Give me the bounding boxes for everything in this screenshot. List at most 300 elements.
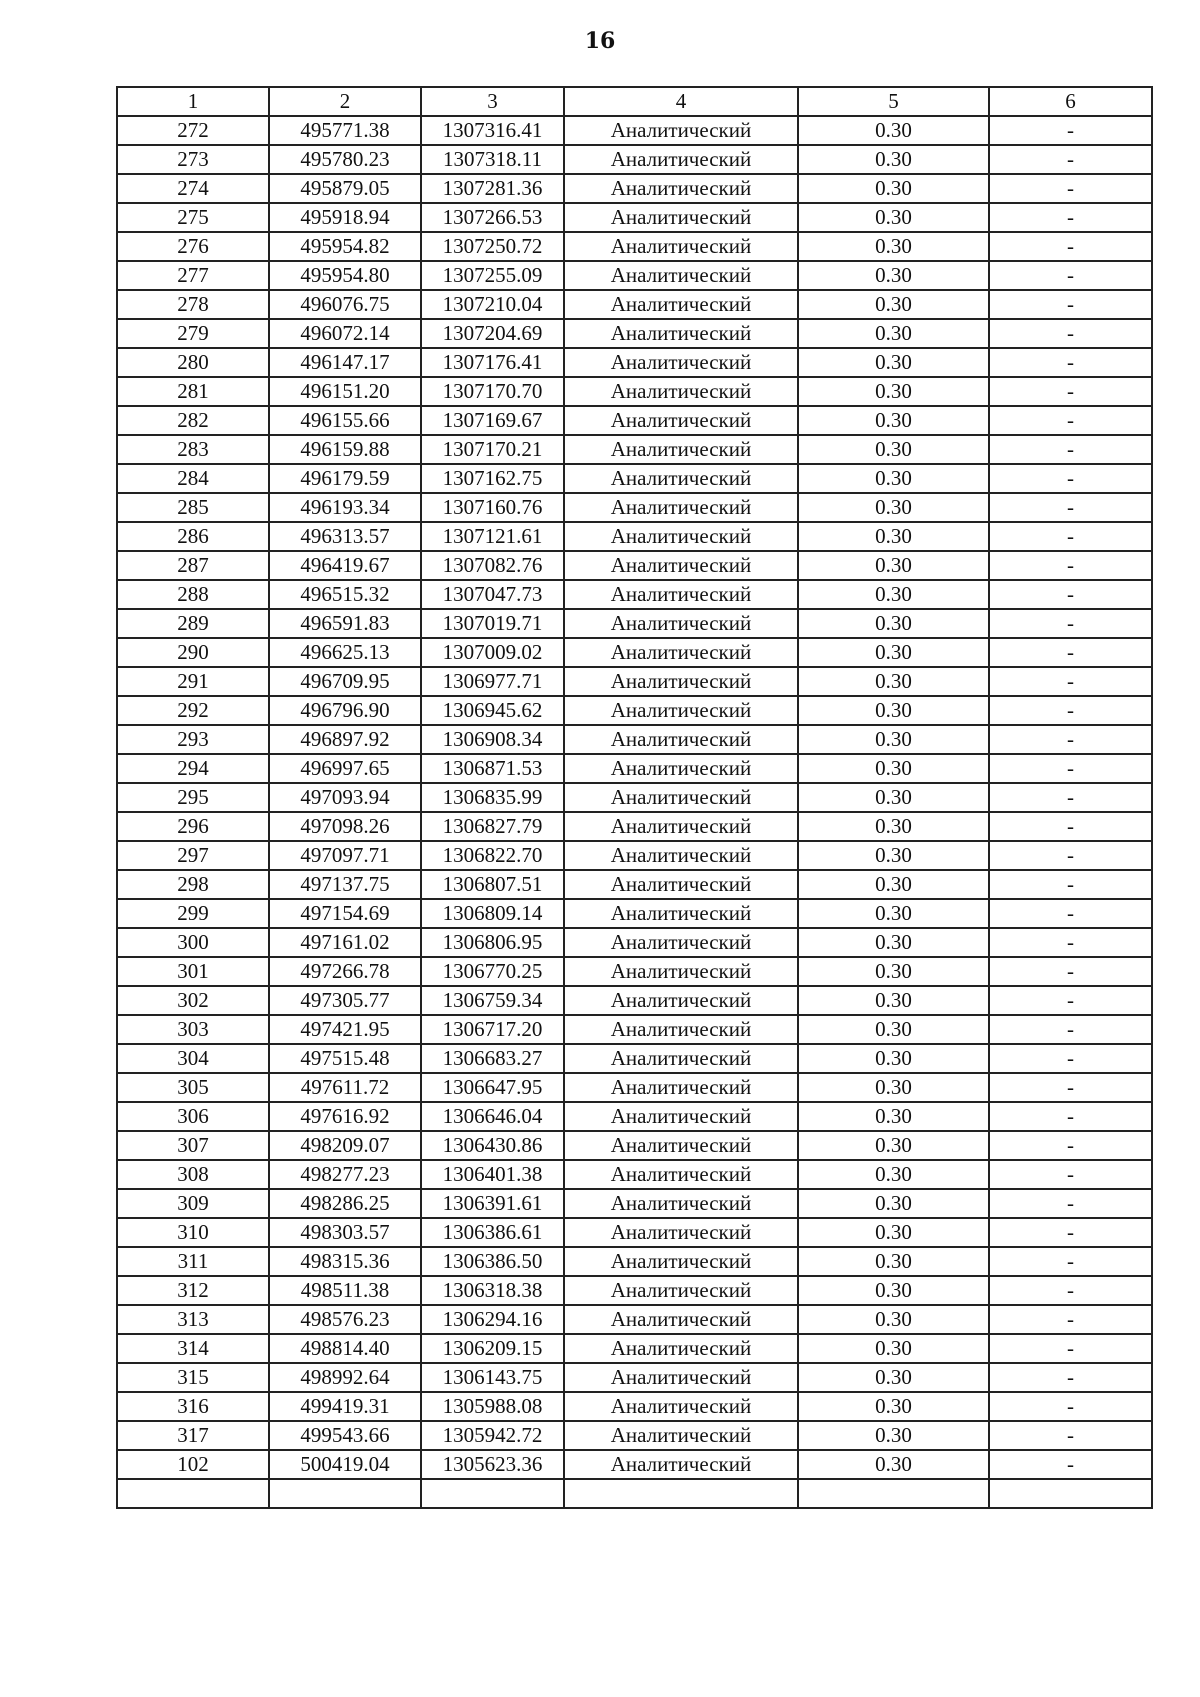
- table-body: [117, 116, 1152, 1508]
- table-cell: 287: [117, 551, 269, 580]
- table-cell: -: [989, 551, 1152, 580]
- table-cell: 1306717.20: [421, 1015, 564, 1044]
- table-cell: 496709.95: [269, 667, 421, 696]
- table-cell: 1306770.25: [421, 957, 564, 986]
- table-cell: 496193.34: [269, 493, 421, 522]
- table-cell: Аналитический: [564, 1392, 798, 1421]
- table-cell: 0.30: [798, 928, 989, 957]
- table-cell: 1307281.36: [421, 174, 564, 203]
- table-cell: Аналитический: [564, 1073, 798, 1102]
- table-cell: 1305623.36: [421, 1450, 564, 1479]
- table-cell: 304: [117, 1044, 269, 1073]
- table-cell: [798, 1479, 989, 1508]
- table-cell: 0.30: [798, 435, 989, 464]
- table-cell: 495771.38: [269, 116, 421, 145]
- coordinates-table: [116, 86, 1153, 1509]
- table-cell: -: [989, 406, 1152, 435]
- table-row: [117, 754, 1152, 783]
- table-cell: -: [989, 841, 1152, 870]
- table-cell: -: [989, 1160, 1152, 1189]
- table-cell: 1307318.11: [421, 145, 564, 174]
- table-cell: 299: [117, 899, 269, 928]
- table-cell: -: [989, 957, 1152, 986]
- table-row: [117, 493, 1152, 522]
- table-cell: 278: [117, 290, 269, 319]
- table-cell: 290: [117, 638, 269, 667]
- table-cell: 0.30: [798, 1363, 989, 1392]
- table-cell: Аналитический: [564, 1363, 798, 1392]
- table-cell: 0.30: [798, 986, 989, 1015]
- table-cell: 0.30: [798, 725, 989, 754]
- table-cell: -: [989, 638, 1152, 667]
- table-cell: 0.30: [798, 232, 989, 261]
- table-cell: -: [989, 232, 1152, 261]
- table-row: [117, 1305, 1152, 1334]
- table-row: [117, 1334, 1152, 1363]
- table-cell: 303: [117, 1015, 269, 1044]
- table-cell: 496419.67: [269, 551, 421, 580]
- table-cell: 1306806.95: [421, 928, 564, 957]
- table-cell: 0.30: [798, 667, 989, 696]
- table-cell: 497266.78: [269, 957, 421, 986]
- table-cell: 317: [117, 1421, 269, 1450]
- table-cell: Аналитический: [564, 290, 798, 319]
- table-cell: 0.30: [798, 899, 989, 928]
- table-cell: 0.30: [798, 1276, 989, 1305]
- table-cell: 1307169.67: [421, 406, 564, 435]
- table-cell: Аналитический: [564, 580, 798, 609]
- table-row: [117, 1044, 1152, 1073]
- table-cell: 0.30: [798, 1044, 989, 1073]
- table-cell: 1306391.61: [421, 1189, 564, 1218]
- table-cell: 1307176.41: [421, 348, 564, 377]
- table-cell: 1306945.62: [421, 696, 564, 725]
- table-cell: 314: [117, 1334, 269, 1363]
- table-cell: Аналитический: [564, 145, 798, 174]
- table-cell: 0.30: [798, 261, 989, 290]
- table-cell: Аналитический: [564, 1305, 798, 1334]
- table-cell: 495954.82: [269, 232, 421, 261]
- table-cell: Аналитический: [564, 1131, 798, 1160]
- table-cell: 285: [117, 493, 269, 522]
- table-cell: -: [989, 1276, 1152, 1305]
- table-row: [117, 1276, 1152, 1305]
- table-cell: 312: [117, 1276, 269, 1305]
- table-cell: 497305.77: [269, 986, 421, 1015]
- table-cell: 495954.80: [269, 261, 421, 290]
- table-row: [117, 1479, 1152, 1508]
- table-cell: [421, 1479, 564, 1508]
- table-cell: 0.30: [798, 1189, 989, 1218]
- table-cell: 298: [117, 870, 269, 899]
- table-cell: 498209.07: [269, 1131, 421, 1160]
- table-cell: 0.30: [798, 696, 989, 725]
- table-row: [117, 725, 1152, 754]
- table-row: [117, 986, 1152, 1015]
- column-header: 1: [117, 87, 269, 116]
- table-cell: 0.30: [798, 957, 989, 986]
- column-header: 6: [989, 87, 1152, 116]
- column-header: 4: [564, 87, 798, 116]
- table-cell: 0.30: [798, 1131, 989, 1160]
- table-row: [117, 1131, 1152, 1160]
- table-cell: 284: [117, 464, 269, 493]
- table-cell: 498277.23: [269, 1160, 421, 1189]
- table-row: [117, 928, 1152, 957]
- table-cell: -: [989, 1363, 1152, 1392]
- table-cell: -: [989, 1218, 1152, 1247]
- table-row: [117, 1421, 1152, 1450]
- table-row: [117, 377, 1152, 406]
- table-cell: 0.30: [798, 1305, 989, 1334]
- table-cell: -: [989, 609, 1152, 638]
- table-cell: Аналитический: [564, 1044, 798, 1073]
- table-cell: 498303.57: [269, 1218, 421, 1247]
- table-cell: 496072.14: [269, 319, 421, 348]
- table-cell: -: [989, 696, 1152, 725]
- column-header: 5: [798, 87, 989, 116]
- table-cell: 496625.13: [269, 638, 421, 667]
- table-cell: -: [989, 1044, 1152, 1073]
- table-cell: 291: [117, 667, 269, 696]
- table-cell: Аналитический: [564, 493, 798, 522]
- table-cell: 1306143.75: [421, 1363, 564, 1392]
- table-cell: 310: [117, 1218, 269, 1247]
- table-cell: 0.30: [798, 348, 989, 377]
- table-cell: [564, 1479, 798, 1508]
- table-cell: Аналитический: [564, 464, 798, 493]
- table-cell: 496313.57: [269, 522, 421, 551]
- table-cell: Аналитический: [564, 754, 798, 783]
- table-cell: -: [989, 580, 1152, 609]
- table-cell: 1306294.16: [421, 1305, 564, 1334]
- table-cell: -: [989, 725, 1152, 754]
- table-row: [117, 319, 1152, 348]
- table-cell: 1307082.76: [421, 551, 564, 580]
- table-cell: 1307121.61: [421, 522, 564, 551]
- table-row: [117, 870, 1152, 899]
- table-cell: 305: [117, 1073, 269, 1102]
- table-cell: -: [989, 290, 1152, 319]
- page-number: 16: [584, 28, 616, 54]
- table-cell: 1307162.75: [421, 464, 564, 493]
- table-cell: 279: [117, 319, 269, 348]
- table-cell: 280: [117, 348, 269, 377]
- table-cell: 0.30: [798, 116, 989, 145]
- table-cell: 0.30: [798, 638, 989, 667]
- table-cell: Аналитический: [564, 609, 798, 638]
- table-cell: Аналитический: [564, 203, 798, 232]
- table-cell: 497098.26: [269, 812, 421, 841]
- table-cell: 0.30: [798, 1450, 989, 1479]
- table-cell: -: [989, 928, 1152, 957]
- table-header-row: [117, 87, 1152, 116]
- table-cell: -: [989, 493, 1152, 522]
- table-cell: Аналитический: [564, 1218, 798, 1247]
- table-cell: 286: [117, 522, 269, 551]
- table-cell: -: [989, 435, 1152, 464]
- table-row: [117, 145, 1152, 174]
- table-cell: Аналитический: [564, 1450, 798, 1479]
- table-row: [117, 957, 1152, 986]
- table-cell: -: [989, 377, 1152, 406]
- table-cell: 1307160.76: [421, 493, 564, 522]
- table-row: [117, 1102, 1152, 1131]
- table-cell: 1306809.14: [421, 899, 564, 928]
- table-cell: 272: [117, 116, 269, 145]
- table-cell: Аналитический: [564, 957, 798, 986]
- table-cell: 496147.17: [269, 348, 421, 377]
- table-cell: 0.30: [798, 870, 989, 899]
- table-cell: 289: [117, 609, 269, 638]
- table-row: [117, 1189, 1152, 1218]
- table-cell: 496796.90: [269, 696, 421, 725]
- table-cell: 277: [117, 261, 269, 290]
- table-cell: 316: [117, 1392, 269, 1421]
- table-cell: 1306977.71: [421, 667, 564, 696]
- table-cell: [989, 1479, 1152, 1508]
- table-cell: 1306386.50: [421, 1247, 564, 1276]
- table-cell: 1306908.34: [421, 725, 564, 754]
- table-cell: 497421.95: [269, 1015, 421, 1044]
- table-cell: 1307170.70: [421, 377, 564, 406]
- table-cell: 498315.36: [269, 1247, 421, 1276]
- table-cell: 496179.59: [269, 464, 421, 493]
- table-cell: Аналитический: [564, 406, 798, 435]
- table-cell: 306: [117, 1102, 269, 1131]
- table-cell: Аналитический: [564, 725, 798, 754]
- table-cell: Аналитический: [564, 841, 798, 870]
- table-cell: 1305988.08: [421, 1392, 564, 1421]
- table-cell: 307: [117, 1131, 269, 1160]
- table-cell: -: [989, 203, 1152, 232]
- table-cell: 311: [117, 1247, 269, 1276]
- table-cell: 288: [117, 580, 269, 609]
- table-cell: 496076.75: [269, 290, 421, 319]
- table-cell: Аналитический: [564, 928, 798, 957]
- table-cell: 282: [117, 406, 269, 435]
- table-cell: -: [989, 1450, 1152, 1479]
- table-row: [117, 841, 1152, 870]
- table-cell: -: [989, 812, 1152, 841]
- table-cell: 294: [117, 754, 269, 783]
- table-cell: 1306835.99: [421, 783, 564, 812]
- table-cell: 496897.92: [269, 725, 421, 754]
- table-cell: 1306318.38: [421, 1276, 564, 1305]
- table-row: [117, 1363, 1152, 1392]
- table-cell: -: [989, 870, 1152, 899]
- table-cell: 497154.69: [269, 899, 421, 928]
- table-cell: -: [989, 899, 1152, 928]
- table-cell: 309: [117, 1189, 269, 1218]
- table-cell: -: [989, 145, 1152, 174]
- table-cell: 301: [117, 957, 269, 986]
- table-row: [117, 899, 1152, 928]
- table-cell: Аналитический: [564, 174, 798, 203]
- table-cell: -: [989, 783, 1152, 812]
- table-cell: 1306683.27: [421, 1044, 564, 1073]
- table-cell: 0.30: [798, 203, 989, 232]
- table-cell: 1306807.51: [421, 870, 564, 899]
- table-row: [117, 1218, 1152, 1247]
- table-row: [117, 1015, 1152, 1044]
- table-cell: -: [989, 464, 1152, 493]
- table-cell: -: [989, 261, 1152, 290]
- table-cell: 0.30: [798, 783, 989, 812]
- table-row: [117, 1247, 1152, 1276]
- table-cell: 1307019.71: [421, 609, 564, 638]
- table-cell: Аналитический: [564, 667, 798, 696]
- table-cell: 497093.94: [269, 783, 421, 812]
- table-cell: Аналитический: [564, 319, 798, 348]
- table-cell: 275: [117, 203, 269, 232]
- table-cell: 496155.66: [269, 406, 421, 435]
- table-cell: 499419.31: [269, 1392, 421, 1421]
- table-cell: 498814.40: [269, 1334, 421, 1363]
- table-cell: Аналитический: [564, 261, 798, 290]
- table-cell: 281: [117, 377, 269, 406]
- table-cell: 0.30: [798, 174, 989, 203]
- table-cell: -: [989, 1131, 1152, 1160]
- table-cell: -: [989, 522, 1152, 551]
- table-cell: Аналитический: [564, 638, 798, 667]
- table-row: [117, 783, 1152, 812]
- table-cell: Аналитический: [564, 348, 798, 377]
- table-cell: -: [989, 986, 1152, 1015]
- table-row: [117, 348, 1152, 377]
- table-cell: 497515.48: [269, 1044, 421, 1073]
- table-cell: 0.30: [798, 1102, 989, 1131]
- table-row: [117, 261, 1152, 290]
- table-row: [117, 116, 1152, 145]
- table-row: [117, 812, 1152, 841]
- table-cell: 296: [117, 812, 269, 841]
- table-cell: 0.30: [798, 464, 989, 493]
- column-header: 3: [421, 87, 564, 116]
- table-cell: 295: [117, 783, 269, 812]
- table-cell: 0.30: [798, 522, 989, 551]
- table-cell: 1306822.70: [421, 841, 564, 870]
- table-cell: 0.30: [798, 290, 989, 319]
- table-cell: -: [989, 348, 1152, 377]
- table-cell: 500419.04: [269, 1450, 421, 1479]
- table-cell: 498286.25: [269, 1189, 421, 1218]
- table-cell: 0.30: [798, 580, 989, 609]
- table-cell: 496151.20: [269, 377, 421, 406]
- table-cell: [117, 1479, 269, 1508]
- table-cell: 496515.32: [269, 580, 421, 609]
- table-row: [117, 638, 1152, 667]
- table-cell: Аналитический: [564, 1160, 798, 1189]
- table-cell: 1307316.41: [421, 116, 564, 145]
- table-cell: Аналитический: [564, 696, 798, 725]
- table-row: [117, 522, 1152, 551]
- table-cell: Аналитический: [564, 1247, 798, 1276]
- table-cell: 102: [117, 1450, 269, 1479]
- table-cell: Аналитический: [564, 116, 798, 145]
- table-cell: Аналитический: [564, 377, 798, 406]
- table-cell: 0.30: [798, 841, 989, 870]
- table-cell: 1307170.21: [421, 435, 564, 464]
- table-cell: 497611.72: [269, 1073, 421, 1102]
- table-cell: 1306401.38: [421, 1160, 564, 1189]
- table-cell: 1306386.61: [421, 1218, 564, 1247]
- table-row: [117, 435, 1152, 464]
- table-cell: 0.30: [798, 1334, 989, 1363]
- table-cell: 0.30: [798, 754, 989, 783]
- table-cell: -: [989, 174, 1152, 203]
- table-cell: 498511.38: [269, 1276, 421, 1305]
- table-cell: 1306430.86: [421, 1131, 564, 1160]
- table-cell: 302: [117, 986, 269, 1015]
- table-cell: Аналитический: [564, 1421, 798, 1450]
- table-cell: -: [989, 1305, 1152, 1334]
- table-row: [117, 609, 1152, 638]
- table-cell: -: [989, 1015, 1152, 1044]
- table-cell: Аналитический: [564, 1102, 798, 1131]
- table-cell: 1307047.73: [421, 580, 564, 609]
- table-row: [117, 232, 1152, 261]
- table-cell: Аналитический: [564, 783, 798, 812]
- table-cell: -: [989, 1073, 1152, 1102]
- table-cell: 495918.94: [269, 203, 421, 232]
- table-row: [117, 551, 1152, 580]
- table-cell: -: [989, 754, 1152, 783]
- table-cell: 497097.71: [269, 841, 421, 870]
- table-cell: 315: [117, 1363, 269, 1392]
- table-cell: Аналитический: [564, 232, 798, 261]
- table-cell: 292: [117, 696, 269, 725]
- table-cell: Аналитический: [564, 1334, 798, 1363]
- table-cell: 499543.66: [269, 1421, 421, 1450]
- table-cell: 1307210.04: [421, 290, 564, 319]
- table-cell: 1306647.95: [421, 1073, 564, 1102]
- table-cell: 495780.23: [269, 145, 421, 174]
- table-cell: 283: [117, 435, 269, 464]
- table-cell: 497137.75: [269, 870, 421, 899]
- table-cell: 0.30: [798, 145, 989, 174]
- table-cell: 313: [117, 1305, 269, 1334]
- table-cell: 1307255.09: [421, 261, 564, 290]
- table-cell: -: [989, 1102, 1152, 1131]
- table-cell: 1306209.15: [421, 1334, 564, 1363]
- table-cell: 297: [117, 841, 269, 870]
- table-cell: 0.30: [798, 319, 989, 348]
- table-cell: 0.30: [798, 551, 989, 580]
- table-cell: 308: [117, 1160, 269, 1189]
- table-row: [117, 203, 1152, 232]
- table-cell: Аналитический: [564, 551, 798, 580]
- table-cell: 0.30: [798, 1073, 989, 1102]
- table-cell: -: [989, 319, 1152, 348]
- table-row: [117, 464, 1152, 493]
- table-cell: 0.30: [798, 1160, 989, 1189]
- table-cell: 0.30: [798, 1247, 989, 1276]
- table-cell: 0.30: [798, 1421, 989, 1450]
- table-cell: [269, 1479, 421, 1508]
- table-cell: 300: [117, 928, 269, 957]
- table-cell: Аналитический: [564, 1276, 798, 1305]
- table-cell: 1306871.53: [421, 754, 564, 783]
- table-row: [117, 1160, 1152, 1189]
- table-cell: 497161.02: [269, 928, 421, 957]
- table-cell: 498992.64: [269, 1363, 421, 1392]
- table-cell: Аналитический: [564, 522, 798, 551]
- table-cell: 496159.88: [269, 435, 421, 464]
- table-row: [117, 174, 1152, 203]
- table-row: [117, 1392, 1152, 1421]
- table-cell: Аналитический: [564, 899, 798, 928]
